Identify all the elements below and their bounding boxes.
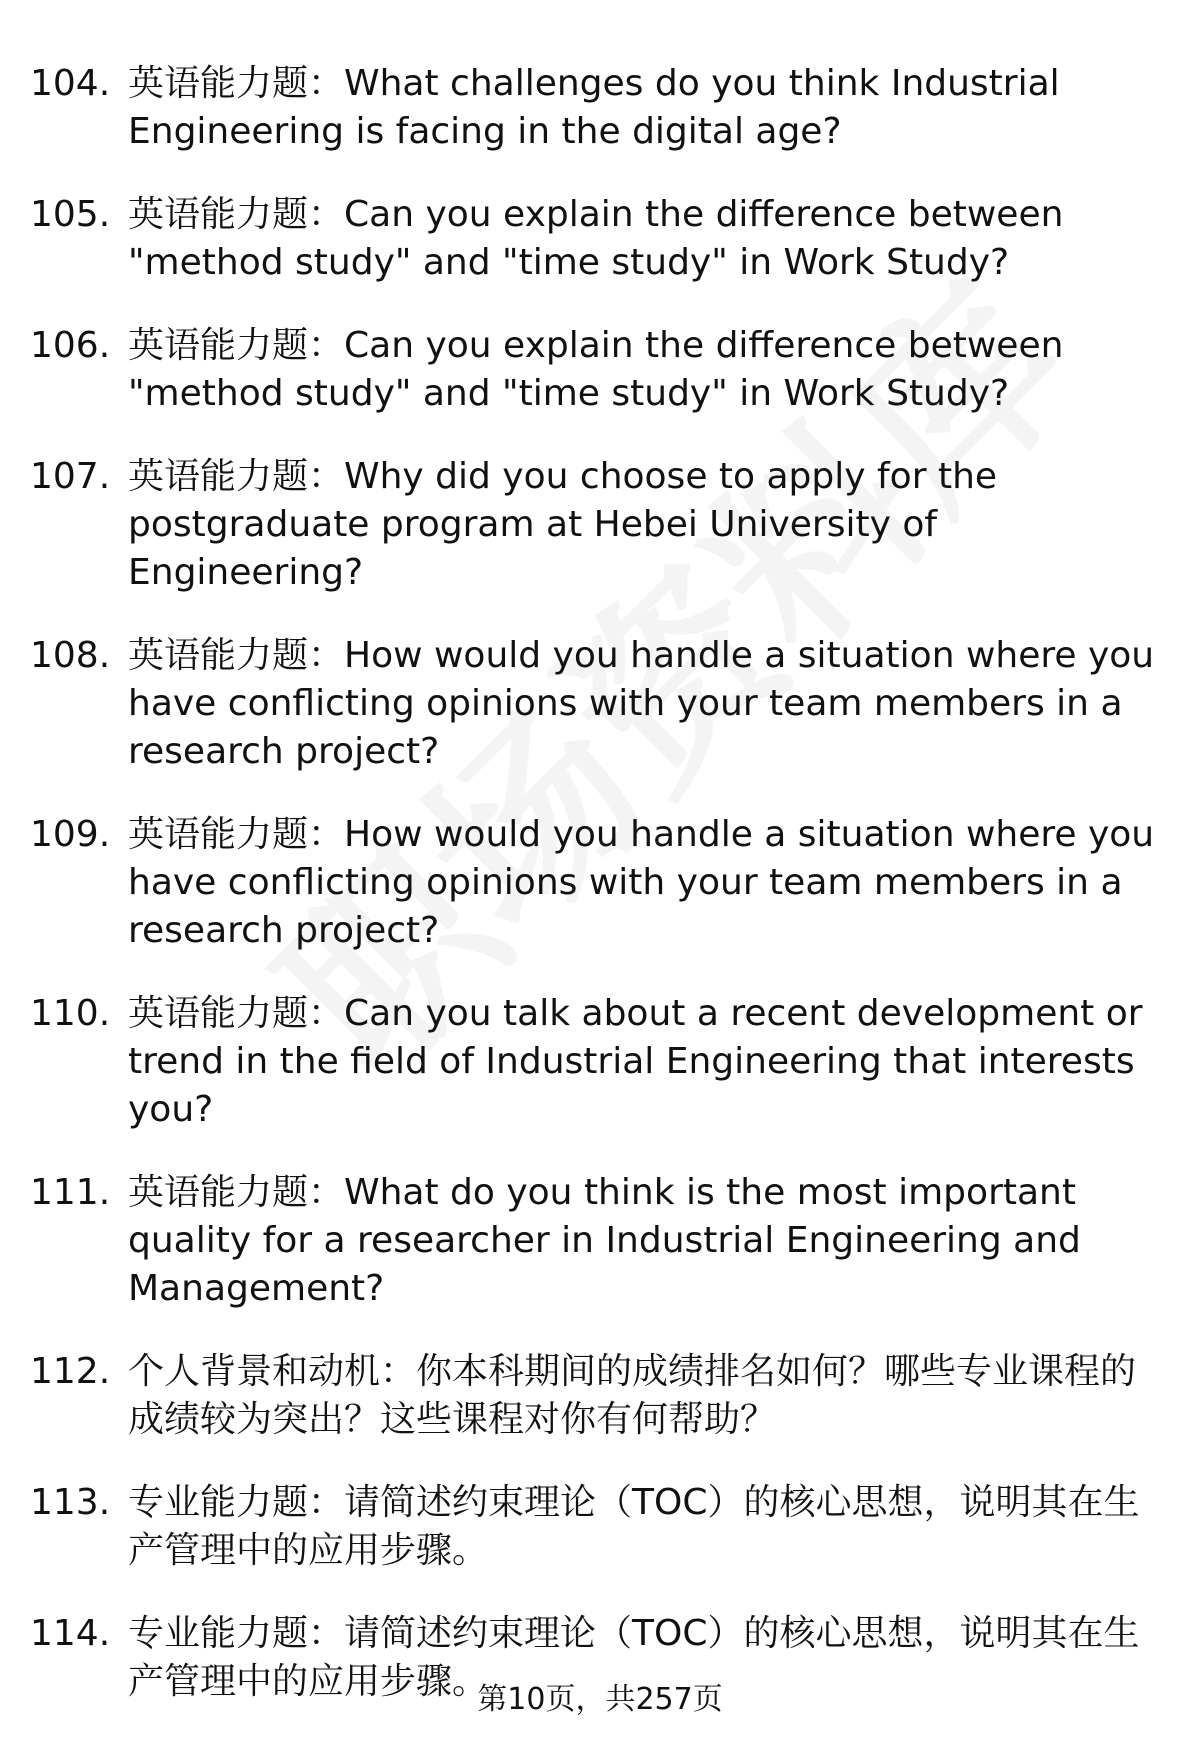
question-item	[30, 1479, 1170, 1575]
question-text: 专业能力题：请简述约束理论（TOC）的核心思想，说明其在生产管理中的应用步骤。	[128, 1482, 1140, 1571]
question-item	[30, 322, 1170, 418]
question-item	[30, 60, 1170, 156]
question-item	[30, 811, 1170, 955]
question-number: 106.	[30, 325, 111, 366]
question-item	[30, 191, 1170, 287]
question-number: 114.	[30, 1613, 111, 1654]
question-text: 英语能力题：Can you explain the difference between "method study" and "time study" in Work Study?	[128, 325, 1064, 414]
question-text: 专业能力题：请简述约束理论（TOC）的核心思想，说明其在生产管理中的应用步骤。	[128, 1613, 1140, 1702]
question-number: 107.	[30, 456, 111, 497]
question-number: 112.	[30, 1351, 111, 1392]
question-item	[30, 1169, 1170, 1313]
question-item	[30, 990, 1170, 1134]
question-number: 104.	[30, 63, 111, 104]
question-text: 英语能力题：Can you explain the difference between "method study" and "time study" in Work Study?	[128, 194, 1064, 283]
question-text: 英语能力题：Can you talk about a recent development or trend in the field of Industrial Engineering that interests you?	[128, 993, 1143, 1130]
question-number: 111.	[30, 1172, 111, 1213]
question-number: 113.	[30, 1482, 111, 1523]
question-list	[30, 60, 1170, 1741]
question-item	[30, 1348, 1170, 1444]
question-number: 110.	[30, 993, 111, 1034]
question-number: 108.	[30, 635, 111, 676]
page-footer: 第10页，共257页	[477, 1682, 723, 1717]
question-text: 英语能力题：What challenges do you think Industrial Engineering is facing in the digital age?	[128, 63, 1060, 152]
question-text: 英语能力题：What do you think is the most important quality for a researcher in Industrial Engineering and Management?	[128, 1172, 1081, 1309]
question-text: 英语能力题：How would you handle a situation where you have conflicting opinions with your team members in a research project?	[128, 635, 1155, 772]
question-text: 英语能力题：Why did you choose to apply for the postgraduate program at Hebei University of Engineering?	[128, 456, 998, 593]
question-text: 英语能力题：How would you handle a situation where you have conflicting opinions with your team members in a research project?	[128, 814, 1155, 951]
question-text: 个人背景和动机：你本科期间的成绩排名如何？哪些专业课程的成绩较为突出？这些课程对你有何帮助？	[128, 1351, 1137, 1440]
question-item	[30, 632, 1170, 776]
question-number: 109.	[30, 814, 111, 855]
question-item	[30, 453, 1170, 597]
question-number: 105.	[30, 194, 111, 235]
